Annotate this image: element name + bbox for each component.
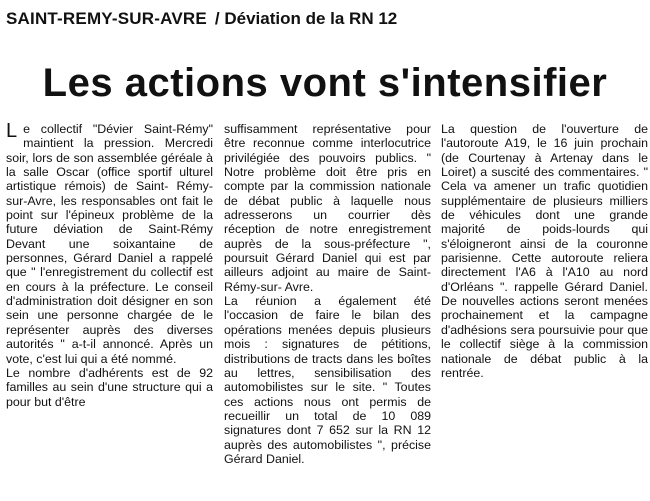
article-column-1 — [6, 122, 213, 409]
drop-cap: L — [6, 120, 18, 142]
article-kicker — [6, 6, 646, 32]
article-column-3 — [441, 122, 648, 380]
paragraph-5: La question de l'ouverture de l'autoroute A19, le 16 juin prochain (de Courtenay à Artenay dans le Loiret) a suscité des commentaires. " Cela va amener un trafic quotidien supplémentaire de plusieurs milliers de véhicules dont une grande majorité de poids-lourds qui s'éloigneront ainsi de la couronne parisienne. Cette autoroute reliera directement l'A6 à l'A10 au nord d'Orléans ". rappelle Gérard Daniel. De nouvelles actions seront menées prochainement et la campagne d'adhésions sera poursuivie pour que le collectif siège à la commission nationale de débat public à la rentrée. — [441, 122, 648, 380]
paragraph-1 — [6, 122, 213, 366]
paragraph-4: La réunion a également été l'occasion de faire le bilan des opérations menées depuis plusieurs mois : signatures de pétitions, distributions de tracts dans les boîtes au lettres, sensibilisation des automobilistes sur le site. " Toutes ces actions nous ont permis de recueillir un total de 10 089 signatures dont 7 652 sur la RN 12 auprès des automobilistes ", précise Gérard Daniel. — [224, 294, 431, 466]
paragraph-3: suffisamment représentative pour être reconnue comme interlocutrice privilégiée des pouvoirs publics. " Notre problème doit être pris en compte par la commission nationale de débat public à laquelle nous adresserons un courrier dès réception de notre enregistrement auprès de la sous-préfecture ", poursuit Gérard Daniel qui est par ailleurs adjoint au maire de Saint-Rémy-sur- Avre. — [224, 122, 431, 294]
kicker-place: SAINT-REMY-SUR-AVRE — [6, 9, 207, 28]
paragraph-2: Le nombre d'adhérents est de 92 familles au sein d'une structure qui a pour but d'être — [6, 365, 213, 409]
article-headline: Les actions vont s'intensifier — [42, 61, 608, 105]
kicker-section: / Déviation de la RN 12 — [214, 9, 398, 28]
paragraph-text: e collectif "Dévier Saint-Rémy" maintient la pression. Mercredi soir, lors de son assemblée géréale à la salle Oscar (office sportif ulturel artistique rémois) de Saint- Rémy-sur-Avre, les responsables ont fait le point sur l'épineux problème de la future déviation de Saint-Rémy Devant une soixantaine de personnes, Gérard Daniel a rappelé que " l'enregistrement du collectif est en cours à la préfecture. Le conseil d'administration doit désigner en son sein une personne chargée de le représenter auprès des diverses autorités " a-t-il annoncé. Après un vote, c'est lui qui a été nommé. — [6, 122, 213, 366]
article-column-2 — [224, 122, 431, 466]
